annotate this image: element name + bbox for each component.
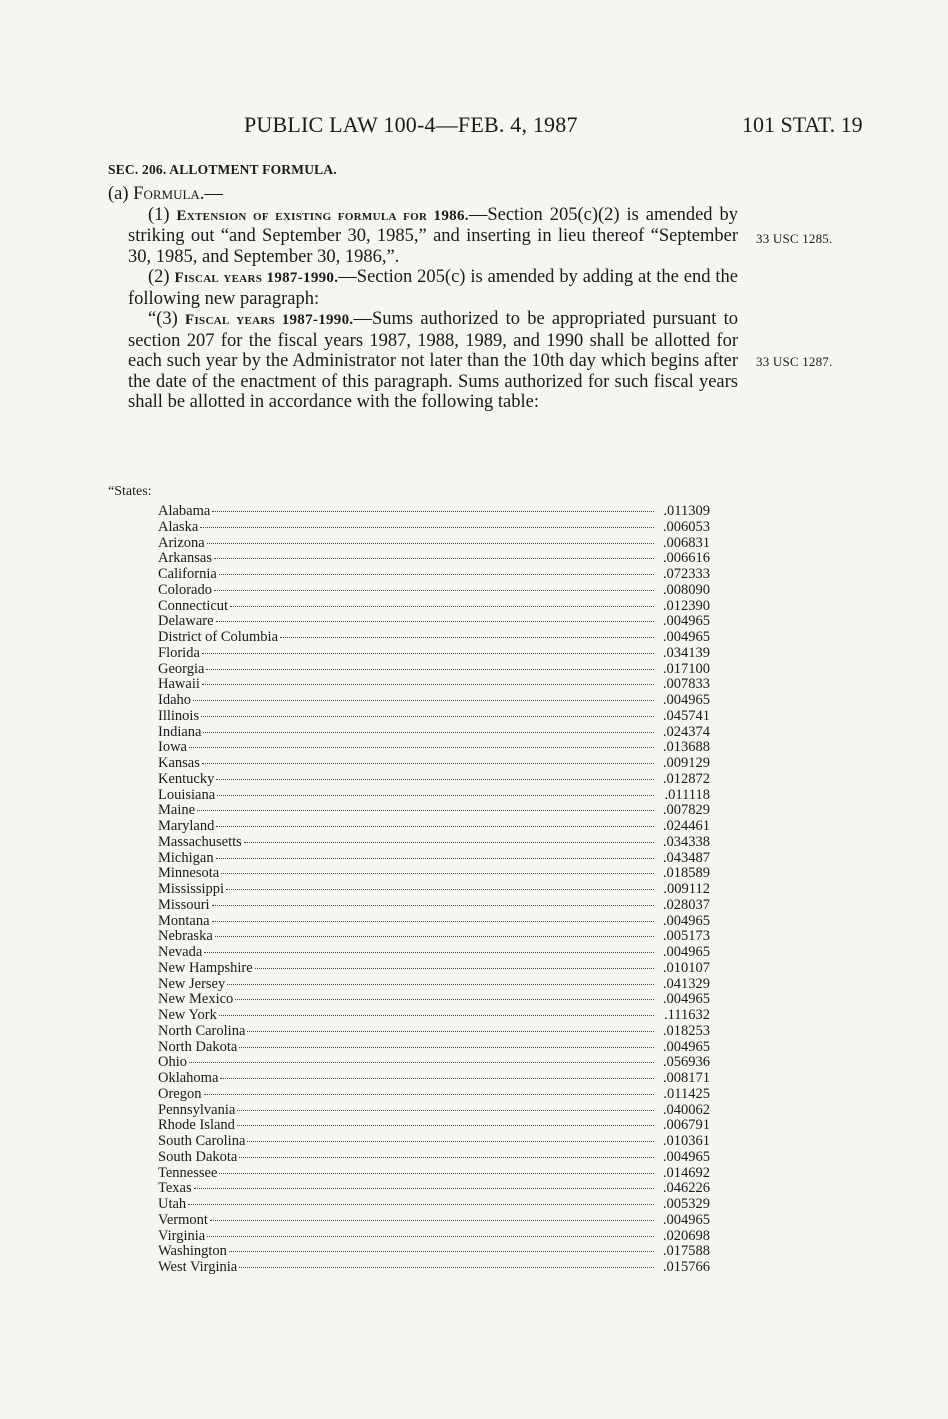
allotment-value: .011425 xyxy=(663,1085,710,1102)
dot-leader xyxy=(188,1204,654,1205)
dot-leader xyxy=(235,999,654,1000)
dot-leader xyxy=(230,606,654,607)
allotment-value: .012872 xyxy=(662,770,710,787)
dot-leader xyxy=(214,590,654,591)
allotment-value: .011309 xyxy=(663,503,710,519)
dot-leader xyxy=(219,1173,654,1174)
allotment-value: .010361 xyxy=(662,1133,710,1149)
table-row xyxy=(158,1118,710,1134)
table-row xyxy=(158,630,710,646)
state-name: Iowa xyxy=(158,739,187,756)
allotment-value: .040062 xyxy=(662,1101,710,1118)
margin-note-1: 33 USC 1285. xyxy=(756,231,833,246)
state-name: Arizona xyxy=(158,534,205,551)
allotment-value: .034139 xyxy=(662,644,710,661)
state-name: Georgia xyxy=(158,660,205,677)
dot-leader xyxy=(202,653,654,654)
table-row xyxy=(158,961,710,977)
state-name: Texas xyxy=(158,1180,192,1197)
state-name: Pennsylvania xyxy=(158,1101,236,1118)
allotment-value: .004965 xyxy=(662,944,710,960)
allotment-value: .024374 xyxy=(662,723,710,740)
table-row xyxy=(158,1040,710,1056)
allotment-value: .024461 xyxy=(662,818,710,834)
dot-leader xyxy=(239,1267,654,1268)
state-name: Washington xyxy=(158,1243,227,1260)
table-row xyxy=(158,788,710,804)
dot-leader xyxy=(226,889,654,890)
paragraph-1-text: —Section 205(c)(2) is amended by striking out “and September 30, 1985,” and inserting in lieu thereof “September 30, 1985, and September 30, 1986,”. xyxy=(128,204,738,267)
table-row xyxy=(158,646,710,662)
allotment-value: .017588 xyxy=(662,1243,710,1260)
state-name: South Carolina xyxy=(158,1133,246,1149)
dot-leader xyxy=(220,1078,654,1079)
state-name: Vermont xyxy=(158,1211,208,1228)
table-row xyxy=(158,992,710,1008)
state-name: Ohio xyxy=(158,1054,187,1071)
state-name: Oklahoma xyxy=(158,1070,219,1086)
state-name: Florida xyxy=(158,644,200,661)
state-name: New Jersey xyxy=(158,975,226,992)
table-row xyxy=(158,740,710,756)
dot-leader xyxy=(280,637,654,638)
paragraph-3-text: —Sums authorized to be appropriated pursuant to section 207 for the fiscal years 1987, 1988, 1989, and 1990 shall be allotted for each such year by the Administrator not later than the 10th day which begins after the date of the enactment of this paragraph. Sums authorized for such fiscal years shall be allotted in accordance with the following table: xyxy=(128,309,738,412)
paragraph-3-caption: Fiscal years 1987-1990. xyxy=(185,312,354,328)
allotment-value: .005173 xyxy=(662,928,710,945)
state-name: Nebraska xyxy=(158,928,213,945)
dot-leader xyxy=(201,716,654,717)
allotment-value: .014692 xyxy=(662,1164,710,1181)
state-name: Minnesota xyxy=(158,865,220,882)
table-row xyxy=(158,1103,710,1119)
paragraph-2-text: —Section 205(c) is amended by adding at the end the following new paragraph: xyxy=(128,267,738,309)
table-row xyxy=(158,914,710,930)
state-name: Hawaii xyxy=(158,676,200,693)
state-name: Colorado xyxy=(158,581,212,598)
dot-leader xyxy=(237,1110,654,1111)
state-name: Oregon xyxy=(158,1085,202,1102)
allotment-value: .018253 xyxy=(662,1022,710,1039)
allotment-value: .056936 xyxy=(662,1054,710,1071)
allotment-value: .004965 xyxy=(662,613,710,630)
table-row xyxy=(158,583,710,599)
allotment-value: .012390 xyxy=(662,597,710,614)
state-name: Kentucky xyxy=(158,770,215,787)
table-row xyxy=(158,1244,710,1260)
dot-leader xyxy=(227,984,654,985)
dot-leader xyxy=(216,779,654,780)
margin-note-2: 33 USC 1287. xyxy=(756,354,833,369)
dot-leader xyxy=(244,842,654,843)
allotment-value: .004965 xyxy=(662,692,710,708)
paragraph-2 xyxy=(128,267,738,309)
state-name: Indiana xyxy=(158,723,202,740)
state-name: West Virginia xyxy=(158,1259,238,1275)
paragraph-3-label: “(3) xyxy=(148,309,186,329)
state-name: District of Columbia xyxy=(158,629,279,645)
table-row xyxy=(158,803,710,819)
state-name: New Hampshire xyxy=(158,959,253,976)
dot-leader xyxy=(212,921,654,922)
state-name: Montana xyxy=(158,912,210,929)
dot-leader xyxy=(214,558,654,559)
table-row xyxy=(158,866,710,882)
dot-leader xyxy=(239,1047,654,1048)
allotment-value: .013688 xyxy=(662,739,710,756)
table-row xyxy=(158,1150,710,1166)
allotment-value: .004965 xyxy=(662,1038,710,1055)
table-row xyxy=(158,551,710,567)
state-name: California xyxy=(158,566,217,582)
dot-leader xyxy=(210,1220,654,1221)
allotment-value: .004965 xyxy=(662,629,710,645)
allotment-value: .009112 xyxy=(663,881,710,897)
dot-leader xyxy=(206,669,654,670)
dot-leader xyxy=(239,1157,654,1158)
dot-leader xyxy=(212,511,654,512)
dot-leader xyxy=(202,684,654,685)
state-name: South Dakota xyxy=(158,1148,238,1165)
allotment-value: .010107 xyxy=(662,959,710,976)
dot-leader xyxy=(193,700,654,701)
table-row xyxy=(158,504,710,520)
allotment-table xyxy=(158,504,710,1276)
table-row xyxy=(158,1166,710,1182)
allotment-value: .015766 xyxy=(662,1259,710,1275)
dot-leader xyxy=(204,1094,655,1095)
table-row xyxy=(158,772,710,788)
dot-leader xyxy=(197,810,654,811)
paragraph-1-label: (1) xyxy=(148,204,177,225)
allotment-value: .009129 xyxy=(662,755,710,771)
state-name: Massachusetts xyxy=(158,833,242,850)
subsection-a-caption: Formula.— xyxy=(133,184,223,204)
table-row xyxy=(158,756,710,772)
table-row xyxy=(158,599,710,615)
state-name: Delaware xyxy=(158,613,214,630)
state-name: Arkansas xyxy=(158,550,212,567)
dot-leader xyxy=(215,936,654,937)
table-row xyxy=(158,1229,710,1245)
table-row xyxy=(158,1071,710,1087)
dot-leader xyxy=(202,763,654,764)
allotment-value: .006791 xyxy=(662,1117,710,1134)
allotment-value: .041329 xyxy=(662,975,710,992)
paragraph-block xyxy=(108,205,738,413)
table-row xyxy=(158,851,710,867)
allotment-value: .008171 xyxy=(662,1070,710,1086)
state-name: Virginia xyxy=(158,1227,206,1244)
table-row xyxy=(158,977,710,993)
allotment-value: .005329 xyxy=(662,1196,710,1212)
table-row xyxy=(158,929,710,945)
dot-leader xyxy=(189,747,654,748)
dot-leader xyxy=(207,1236,654,1237)
table-row xyxy=(158,536,710,552)
allotment-value: .004965 xyxy=(662,912,710,929)
dot-leader xyxy=(237,1125,654,1126)
dot-leader xyxy=(217,795,654,796)
table-row xyxy=(158,835,710,851)
dot-leader xyxy=(204,952,654,953)
allotment-value: .011118 xyxy=(664,786,710,803)
section-heading: SEC. 206. ALLOTMENT FORMULA. xyxy=(108,162,337,177)
table-row xyxy=(158,693,710,709)
dot-leader xyxy=(221,873,654,874)
allotment-value: .034338 xyxy=(662,833,710,850)
state-name: Idaho xyxy=(158,692,192,708)
section-body xyxy=(108,184,738,413)
state-name: North Carolina xyxy=(158,1022,246,1039)
dot-leader xyxy=(203,732,654,733)
subsection-a-label: (a) xyxy=(108,184,134,204)
state-name: Missouri xyxy=(158,896,210,913)
table-row xyxy=(158,1260,710,1276)
table-row xyxy=(158,1181,710,1197)
table-row xyxy=(158,1008,710,1024)
dot-leader xyxy=(216,621,654,622)
state-name: Illinois xyxy=(158,707,200,724)
dot-leader xyxy=(229,1251,654,1252)
table-row xyxy=(158,567,710,583)
dot-leader xyxy=(219,1015,654,1016)
dot-leader xyxy=(216,826,654,827)
dot-leader xyxy=(200,527,654,528)
dot-leader xyxy=(219,574,654,575)
state-name: Louisiana xyxy=(158,786,216,803)
table-row xyxy=(158,819,710,835)
allotment-value: .018589 xyxy=(662,865,710,882)
table-row xyxy=(158,520,710,536)
paragraph-2-label: (2) xyxy=(148,267,175,287)
state-name: Mississippi xyxy=(158,881,225,897)
table-label: “States: xyxy=(108,484,152,499)
state-name: Nevada xyxy=(158,944,203,960)
table-row xyxy=(158,1087,710,1103)
allotment-value: .006053 xyxy=(662,518,710,535)
state-name: Alabama xyxy=(158,503,211,519)
allotment-value: .007829 xyxy=(662,802,710,819)
paragraph-1 xyxy=(128,205,738,268)
state-name: Alaska xyxy=(158,518,199,535)
dot-leader xyxy=(255,968,654,969)
allotment-value: .004965 xyxy=(662,1148,710,1165)
allotment-value: .046226 xyxy=(662,1180,710,1197)
table-row xyxy=(158,709,710,725)
allotment-value: .045741 xyxy=(662,707,710,724)
paragraph-3-quoted xyxy=(128,309,738,413)
state-name: Connecticut xyxy=(158,597,229,614)
dot-leader xyxy=(212,905,654,906)
state-name: Michigan xyxy=(158,849,214,866)
table-row xyxy=(158,677,710,693)
dot-leader xyxy=(194,1188,654,1189)
dot-leader xyxy=(189,1062,654,1063)
state-name: New Mexico xyxy=(158,991,234,1008)
table-row xyxy=(158,945,710,961)
allotment-value: .006831 xyxy=(662,534,710,551)
page-header-title: PUBLIC LAW 100-4—FEB. 4, 1987 xyxy=(244,112,578,137)
allotment-value: .017100 xyxy=(662,660,710,677)
state-name: Tennessee xyxy=(158,1164,218,1181)
allotment-value: .072333 xyxy=(662,566,710,582)
state-name: Maryland xyxy=(158,818,215,834)
state-name: Rhode Island xyxy=(158,1117,235,1134)
table-row xyxy=(158,898,710,914)
table-row xyxy=(158,882,710,898)
table-row xyxy=(158,1055,710,1071)
dot-leader xyxy=(247,1141,654,1142)
table-row xyxy=(158,662,710,678)
allotment-value: .006616 xyxy=(662,550,710,567)
table-row xyxy=(158,1213,710,1229)
table-row xyxy=(158,1134,710,1150)
table-row xyxy=(158,1197,710,1213)
dot-leader xyxy=(207,543,654,544)
dot-leader xyxy=(247,1031,654,1032)
allotment-value: .111632 xyxy=(663,1007,710,1023)
state-name: Utah xyxy=(158,1196,187,1212)
state-name: Kansas xyxy=(158,755,200,771)
state-name: North Dakota xyxy=(158,1038,238,1055)
state-name: Maine xyxy=(158,802,196,819)
allotment-value: .004965 xyxy=(662,1211,710,1228)
table-row xyxy=(158,1024,710,1040)
allotment-value: .007833 xyxy=(662,676,710,693)
allotment-value: .028037 xyxy=(662,896,710,913)
paragraph-2-caption: Fiscal years 1987-1990. xyxy=(174,270,339,286)
subsection-a xyxy=(108,184,738,205)
paragraph-1-caption: Extension of existing formula for 1986. xyxy=(176,207,469,224)
state-name: New York xyxy=(158,1007,217,1023)
table-row xyxy=(158,725,710,741)
page-header-stat: 101 STAT. 19 xyxy=(742,112,863,137)
dot-leader xyxy=(216,858,654,859)
allotment-value: .008090 xyxy=(662,581,710,598)
allotment-value: .004965 xyxy=(662,991,710,1008)
allotment-value: .020698 xyxy=(662,1227,710,1244)
table-row xyxy=(158,614,710,630)
allotment-value: .043487 xyxy=(662,849,710,866)
